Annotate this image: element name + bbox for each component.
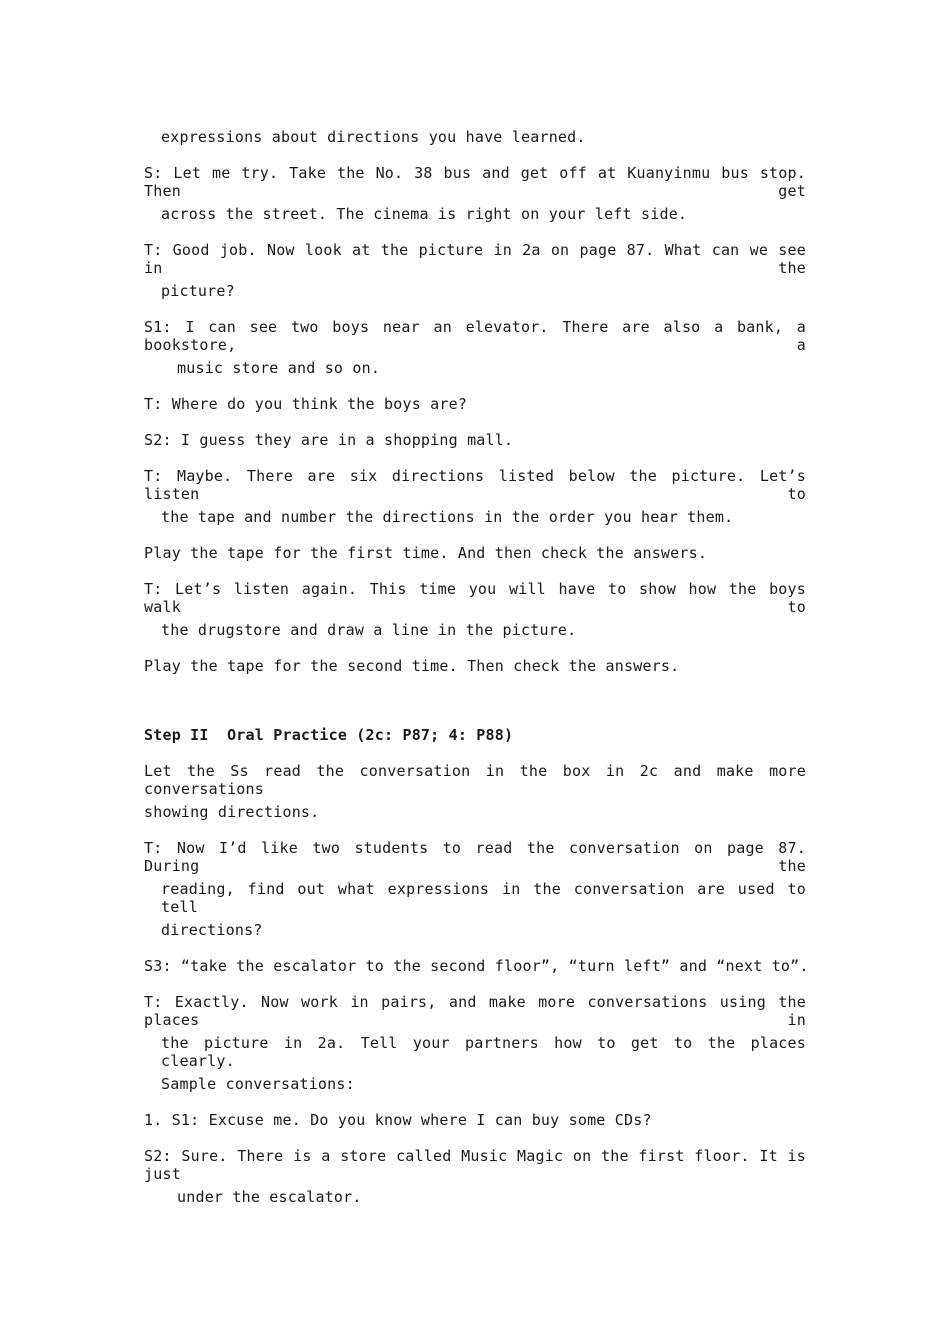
text-line: S1: I can see two boys near an elevator. There are also a bank, a bookstore, a: [144, 318, 806, 354]
text-line: T: Let’s listen again. This time you will have to show how the boys walk to: [144, 580, 806, 616]
text-line: T: Now I’d like two students to read the conversation on page 87. During the: [144, 839, 806, 875]
text-line: S2: Sure. There is a store called Music Magic on the first floor. It is just: [144, 1147, 806, 1183]
text-line: reading, find out what expressions in the conversation are used to tell: [161, 880, 806, 916]
text-line: picture?: [161, 282, 235, 300]
text-line: S3: “take the escalator to the second floor”, “turn left” and “next to”.: [144, 957, 809, 975]
text-line: under the escalator.: [177, 1188, 362, 1206]
text-line: across the street. The cinema is right on your left side.: [161, 205, 688, 223]
text-line: directions?: [161, 921, 263, 939]
text-line: T: Where do you think the boys are?: [144, 395, 468, 413]
text-line: music store and so on.: [177, 359, 381, 377]
text-line: T: Exactly. Now work in pairs, and make more conversations using the places in: [144, 993, 806, 1029]
text-line: expressions about directions you have learned.: [161, 128, 586, 146]
text-line: the tape and number the directions in the order you hear them.: [161, 508, 734, 526]
section-heading: Step II Oral Practice (2c: P87; 4: P88): [144, 726, 514, 744]
text-line: S: Let me try. Take the No. 38 bus and get off at Kuanyinmu bus stop. Then get: [144, 164, 806, 200]
text-line: Play the tape for the first time. And then check the answers.: [144, 544, 708, 562]
text-line: the picture in 2a. Tell your partners how to get to the places clearly.: [161, 1034, 806, 1070]
text-line: T: Maybe. There are six directions listed below the picture. Let’s listen to: [144, 467, 806, 503]
text-line: Let the Ss read the conversation in the box in 2c and make more conversations: [144, 762, 806, 798]
text-line: Play the tape for the second time. Then check the answers.: [144, 657, 680, 675]
text-line: 1. S1: Excuse me. Do you know where I can buy some CDs?: [144, 1111, 652, 1129]
text-line: T: Good job. Now look at the picture in 2a on page 87. What can we see in the: [144, 241, 806, 277]
text-line: showing directions.: [144, 803, 320, 821]
text-line: the drugstore and draw a line in the picture.: [161, 621, 577, 639]
text-line: S2: I guess they are in a shopping mall.: [144, 431, 514, 449]
text-line: Sample conversations:: [161, 1075, 355, 1093]
